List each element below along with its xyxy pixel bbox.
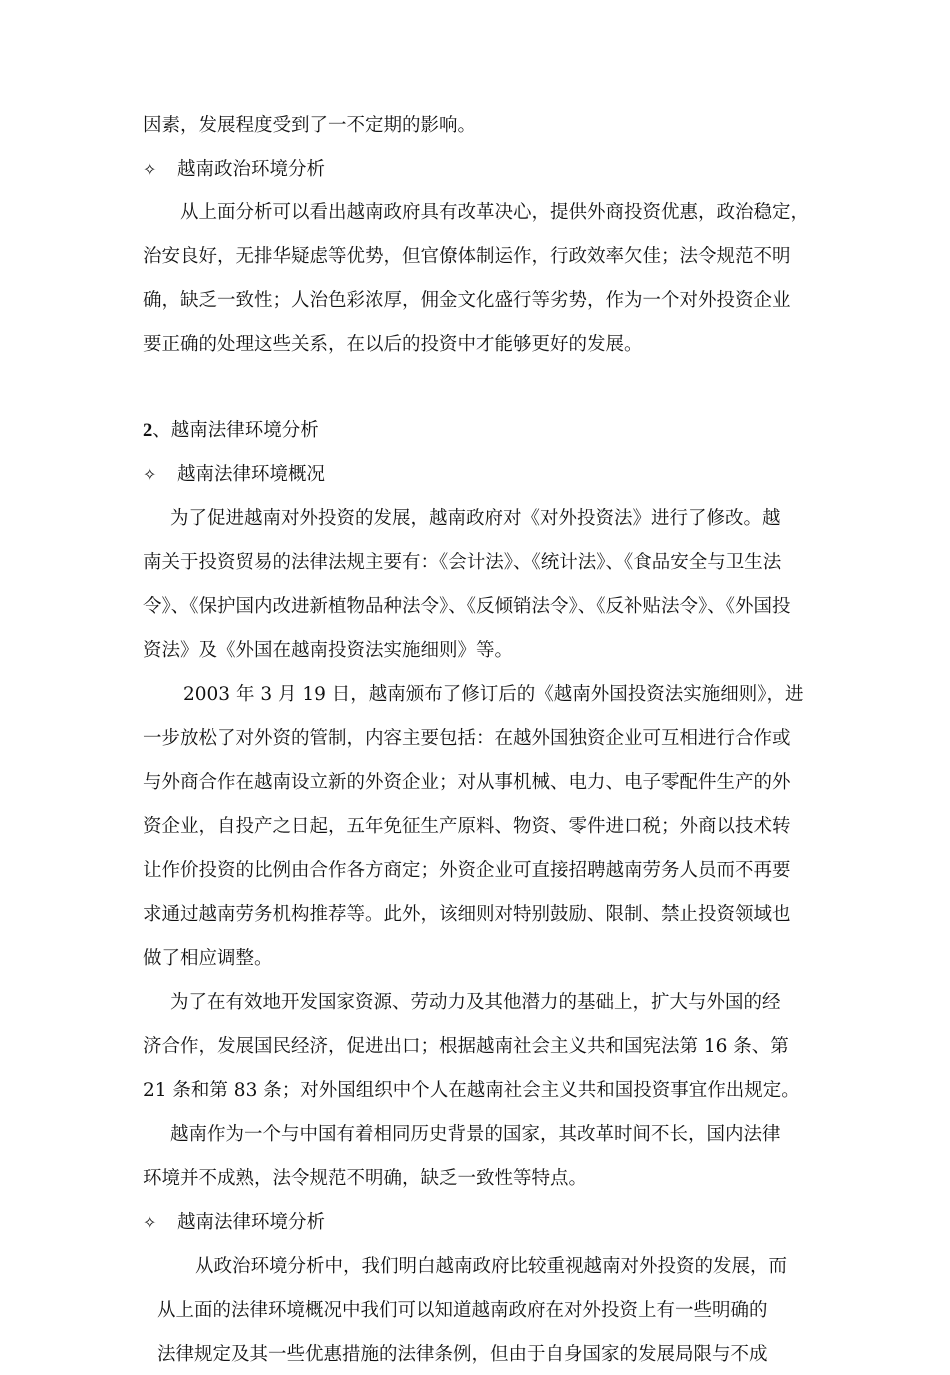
body-line: 从政治环境分析中，我们明白越南政府比较重视越南对外投资的发展，而 (195, 1256, 788, 1277)
body-line: 为了促进越南对外投资的发展，越南政府对《对外投资法》进行了修改。越 (170, 508, 781, 529)
section-heading-law-environment-analysis: ✧ 越南法律环境分析 (0, 1203, 950, 1243)
body-line: 法律规定及其一些优惠措施的法律条例，但由于自身国家的发展局限与不成 (157, 1344, 768, 1365)
body-line: 济合作，发展国民经济，促进出口；根据越南社会主义共和国宪法第 16 条、第 (143, 1036, 789, 1057)
body-line: 越南作为一个与中国有着相同历史背景的国家，其改革时间不长，国内法律 (170, 1124, 781, 1145)
body-line: 2003 年 3 月 19 日，越南颁布了修订后的《越南外国投资法实施细则》，进 (183, 684, 804, 705)
body-line: 做了相应调整。 (143, 948, 273, 969)
body-line: 因素，发展程度受到了一不定期的影响。 (143, 115, 477, 136)
body-line: 资法》及《外国在越南投资法实施细则》等。 (143, 640, 514, 661)
body-line: 为了在有效地开发国家资源、劳动力及其他潜力的基础上，扩大与外国的经 (170, 992, 781, 1013)
body-line: 南关于投资贸易的法律法规主要有：《会计法》、《统计法》、《食品安全与卫生法 (143, 552, 782, 573)
body-line: 与外商合作在越南设立新的外资企业；对从事机械、电力、电子零配件生产的外 (143, 772, 791, 793)
body-line: 要正确的处理这些关系，在以后的投资中才能够更好的发展。 (143, 334, 643, 355)
body-line: 从上面分析可以看出越南政府具有改革决心，提供外商投资优惠，政治稳定， (180, 202, 810, 223)
body-line: 资企业，自投产之日起，五年免征生产原料、物资、零件进口税；外商以技术转 (143, 816, 791, 837)
section-number: 2 (143, 421, 153, 441)
diamond-bullet-icon: ✧ (143, 1213, 157, 1232)
body-line: 治安良好，无排华疑虑等优势，但官僚体制运作，行政效率欠佳；法令规范不明 (143, 246, 791, 267)
section-heading-law-analysis: 2、越南法律环境分析 (143, 420, 319, 441)
body-line: 求通过越南劳务机构推荐等。此外，该细则对特别鼓励、限制、禁止投资领域也 (143, 904, 791, 925)
body-line: 令》、《保护国内改进新植物品种法令》、《反倾销法令》、《反补贴法令》、《外国投 (143, 596, 791, 617)
section-heading-politics-analysis: ✧ 越南政治环境分析 (0, 150, 950, 190)
body-line: 确，缺乏一致性；人治色彩浓厚，佣金文化盛行等劣势，作为一个对外投资企业 (143, 290, 791, 311)
diamond-bullet-icon: ✧ (143, 160, 157, 179)
body-line: 环境并不成熟，法令规范不明确，缺乏一致性等特点。 (143, 1168, 588, 1189)
diamond-bullet-icon: ✧ (143, 465, 157, 484)
body-line: 让作价投资的比例由合作各方商定；外资企业可直接招聘越南劳务人员而不再要 (143, 860, 791, 881)
body-line: 21 条和第 83 条；对外国组织中个人在越南社会主义共和国投资事宜作出规定。 (143, 1080, 800, 1101)
body-line: 一步放松了对外资的管制，内容主要包括：在越外国独资企业可互相进行合作或 (143, 728, 791, 749)
body-line: 从上面的法律环境概况中我们可以知道越南政府在对外投资上有一些明确的 (157, 1300, 768, 1321)
section-heading-law-overview: ✧ 越南法律环境概况 (0, 455, 950, 495)
